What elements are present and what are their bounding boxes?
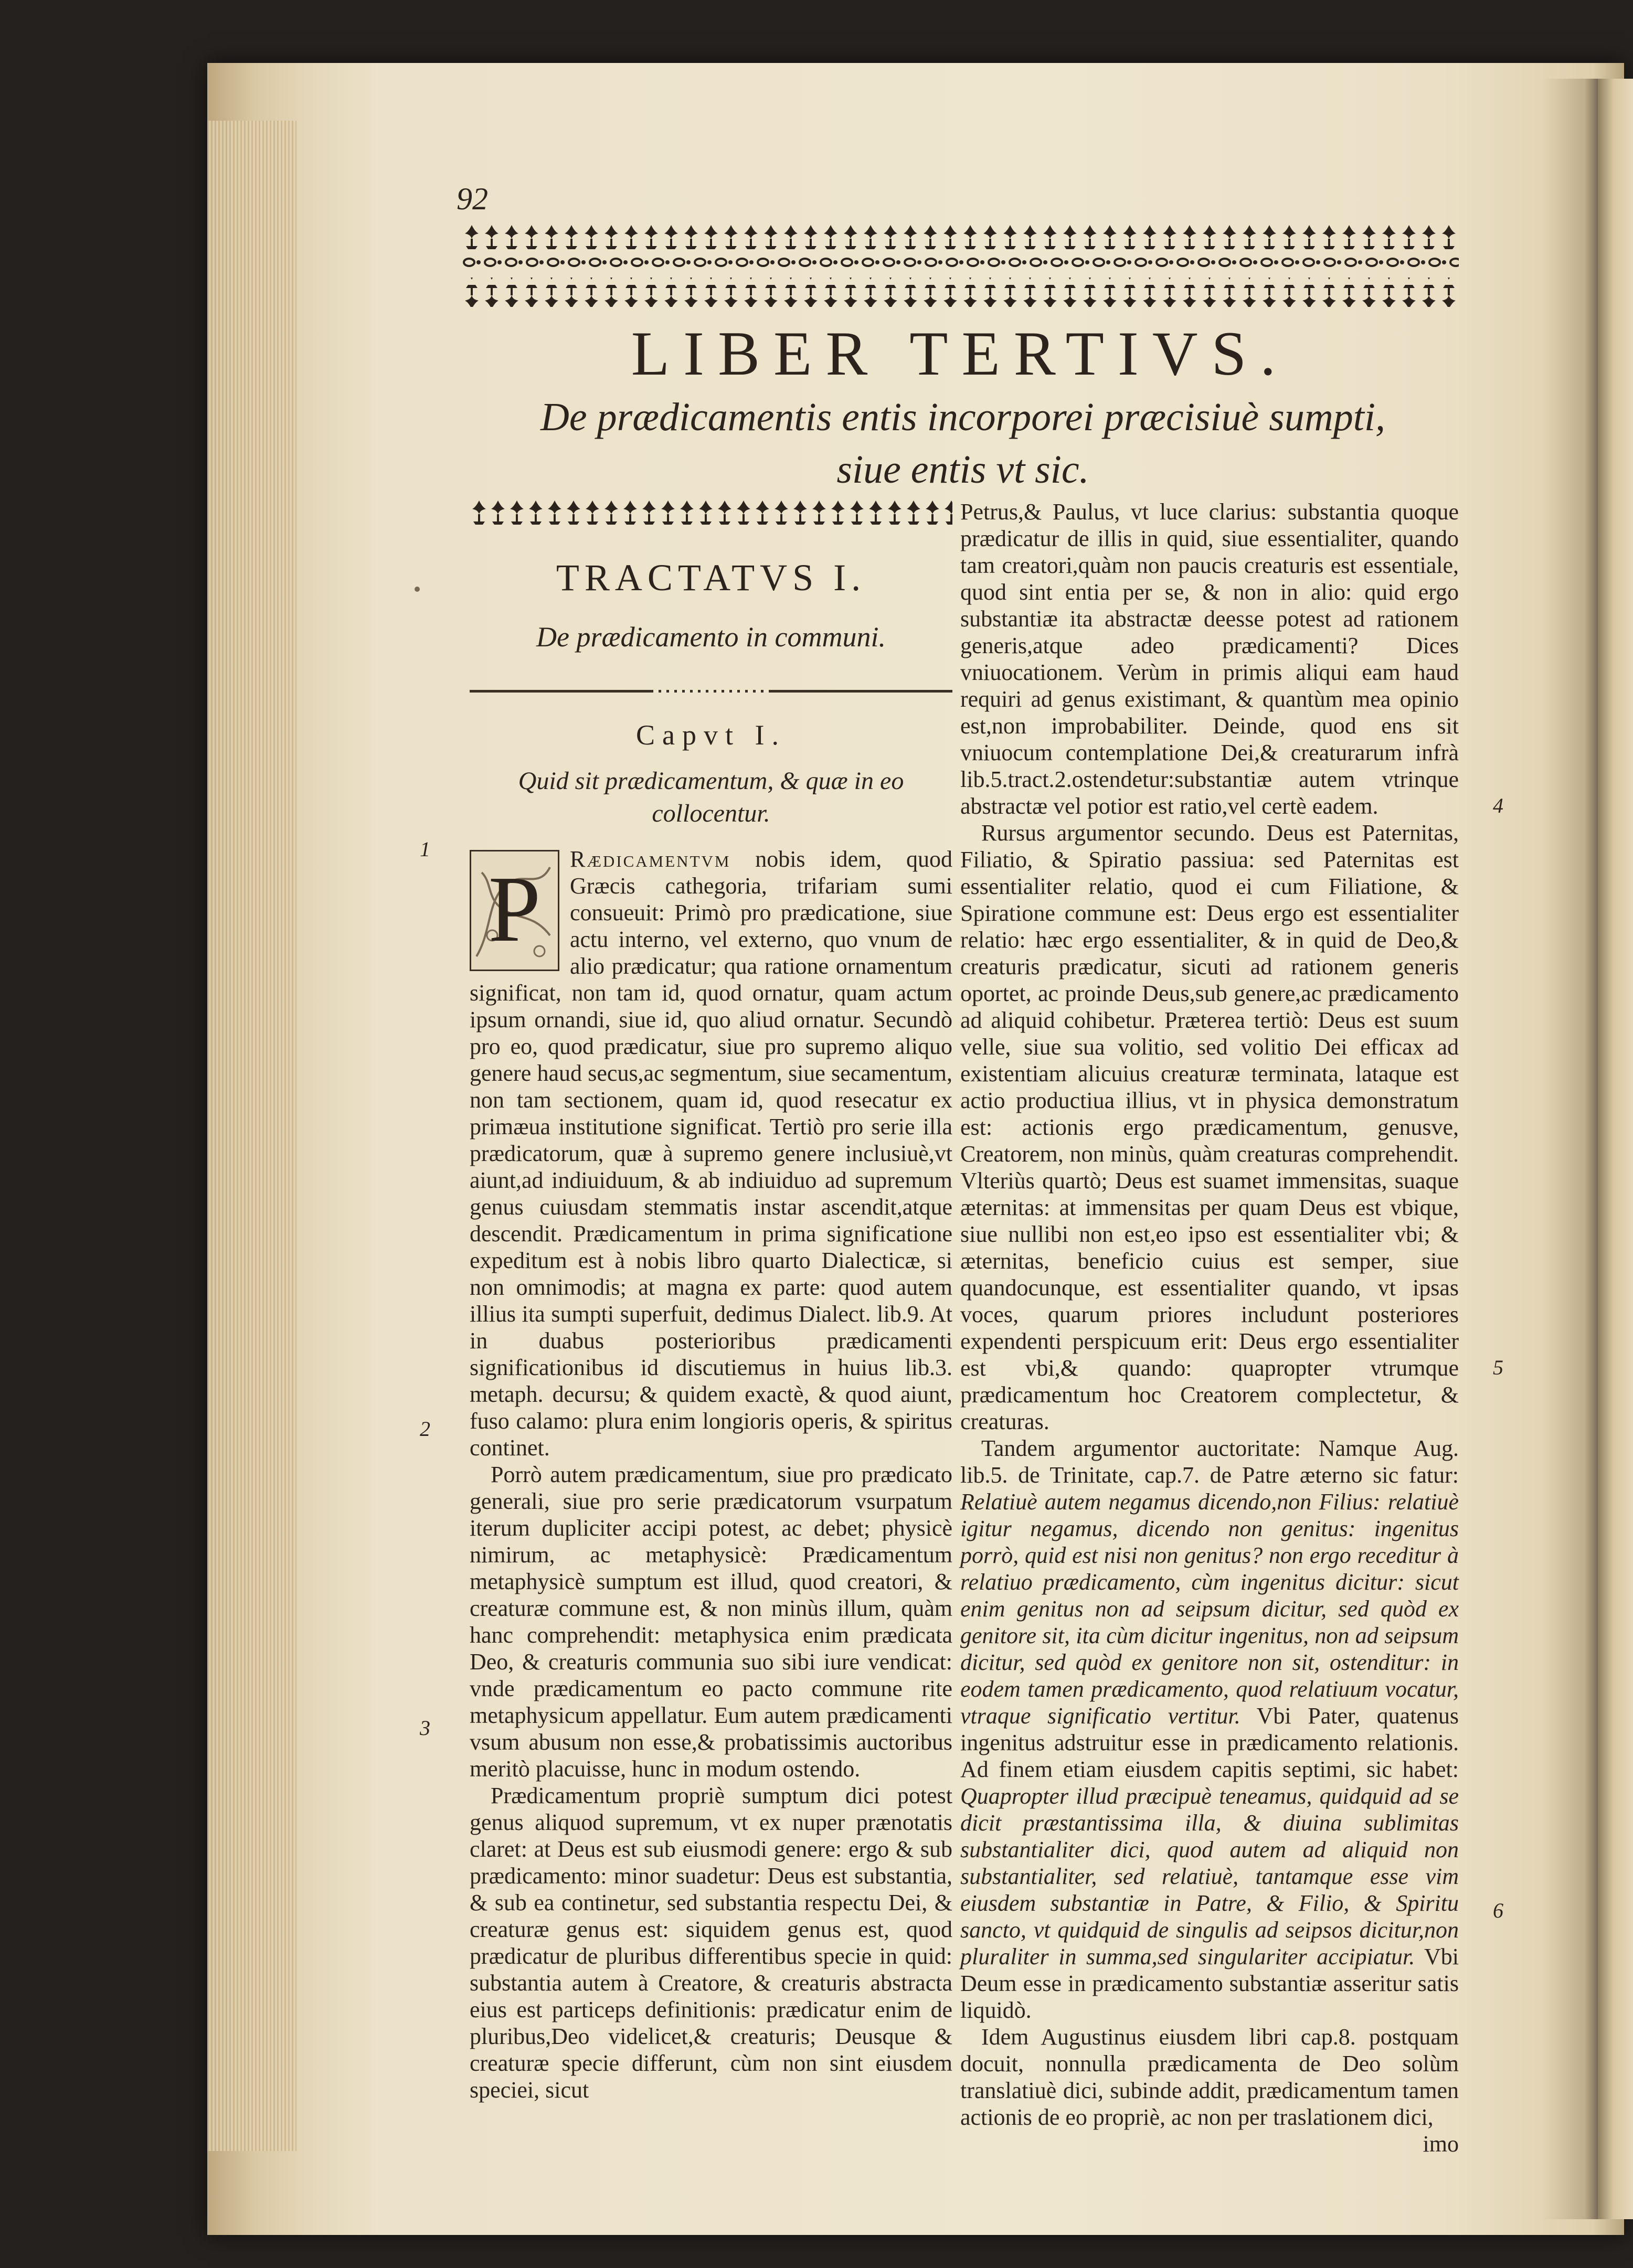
initial-letter: P [488, 857, 541, 961]
margin-number-2: 2 [420, 1417, 430, 1441]
tractatus-subtitle: De prædicamento in communi. [536, 621, 886, 653]
page-edges [207, 121, 296, 2151]
paragraph-3: Prædicamentum propriè sumptum dici potest genus aliquod supremum, vt ex nuper prænotatis claret: at Deus est sub eiusmodi genere: ergo & sub prædicamento: minor suadetur: Deus est substantia, & sub ea continetur, sed substantia respectu Dei, & creaturæ genus est: siquidem genus est, quod prædicatur de pluribus differentibus specie in quid: substantia autem à Creatore, & creaturis abstracta eius est particeps definitionis: prædicatur enim de pluribus,Deo videlicet,& creaturis; Deusque & creaturæ specie differunt, cùm non sint eiusdem speciei, sicut [470, 1783, 952, 2103]
right-paragraph-2: Rursus argumentor secundo. Deus est Paternitas, Filiatio, & Spiratio passiua: sed Paternitas est essentialiter relatio, quod ei cum Filiatione, & Spiratione commune est: Deus ergo est essentialiter relatio: hæc ergo essentialiter, & in quid de Deo,& creaturis prædicatur, sicuti ad rationem generis oportet, ac proinde Deus,sub genere,ac prædicamento ad aliquid cohibetur. Præterea tertiò: Deus est suum velle, siue sua volitio, sed volitio Dei efficax ad existentiam alicuius creaturæ terminata, lataque est actio productiua illius, vt in physica demonstratum est: actionis ergo prædicamentum, genusve, Creatorem, non minùs, quàm creaturas comprehendit. Vlteriùs quartò; Deus est suamet immensitas, suaque æternitas: at immensitas per quam Deus est vbique, siue nullibi non est,eo ipso est essentialiter vbi; & æternitas, beneficio cuius est semper, siue quandocunque, est essentialiter quando, vt ipsas voces, quarum priores includunt posteriores expendenti perspicuum erit: Deus ergo essentialiter est vbi,& quando: quapropter vtrumque prædicamentum hoc Creatorem complectetur, & creaturas. [960, 820, 1459, 1434]
right-paragraph-4-text: Idem Augustinus eiusdem libri cap.8. postquam docuit, nonnulla prædicamenta de Deo solùm translatiuè dici, subinde addit, prædicamentum tamen actionis de eo propriè, ac non per traslationem dici, [960, 2024, 1459, 2130]
decorated-initial [470, 850, 559, 971]
right-paragraph-4 [960, 2024, 1459, 2157]
tractatus-ornament [470, 498, 952, 530]
augustine-quote-2: Quapropter illud præcipuè teneamus, quidquid ad se dicit præstantissima illa, & diuina sublimitas substantialiter dici, quod autem ad aliquid non substantialiter, sed relatiuè, tantamque esse vim eiusdem substantiæ in Patre, & Filio, & Spiritu sancto, vt quidquid de singulis ad seipsos dicitur,non pluraliter in summa,sed singulariter accipiatur. [960, 1783, 1459, 1969]
header-ornament-band [462, 223, 1459, 312]
margin-number-3: 3 [420, 1716, 430, 1740]
paragraph-2: Porrò autem prædicamentum, siue pro prædicato generali, siue pro serie prædicatorum vsurpatum iterum dupliciter accipi potest, ac debet; physicè nimirum, ac metaphysicè: Prædicamentum metaphysicè sumptum est illud, quod creatori, & creaturæ commune est, & non minùs illum, quàm hanc comprehendit: metaphysica enim prædicata Deo, & creaturis communia suo sibi iure vendicat: vnde prædicamentum eo pacto commune rite metaphysicum appellatur. Eum autem prædicamenti vsum abusum non esse,& probatissimis auctoribus meritò placuisse, hunc in modum ostendo. [470, 1462, 952, 1782]
augustine-quote-1: Relatiuè autem negamus dicendo,non Filius: relatiuè igitur negamus, dicendo non genitus: ingenitus porrò, quid est nisi non genitus? non ergo receditur à relatiuo prædicamento, cùm ingenitus dicitur: sicut enim genitus non ad seipsum dicitur, sed quòd ex genitore sit, ita cùm dicitur ingenitus, non ad seipsum dicitur, sed quòd ex genitore non sit, ostenditur: in eodem tamen prædicamento, quod relatiuum vocatur, vtraque significatio vertitur. [960, 1489, 1459, 1729]
book-title: LIBER TERTIVS. [631, 318, 1290, 388]
book-subtitle-line2: siue entis vt sic. [836, 448, 1089, 492]
right-column [960, 498, 1459, 2157]
caput-subtitle: Quid sit prædicamentum, & quæ in eo collocentur. [518, 767, 904, 827]
right-paragraph-1: Petrus,& Paulus, vt luce clarius: substantia quoque prædicatur de illis in quid, siue essentialiter, quando tam creatori,quàm non paucis creaturis est essentiale, quod sint entia per se, & non in alio: quid ergo substantiæ ita abstractæ deesse potest ad rationem generis,atque adeo prædicamenti? Dices vniuocationem. Verùm in primis aliqui eam haud requiri ad genus existimant, & quantùm mea opinio est,non improbabiliter. Deinde, quod ens sit vniuocum contemplatione Dei,& creaturarum infrà lib.5.tract.2.ostendetur:substantiæ autem vtrinque abstractæ vel potior est ratio,vel certè eadem. [960, 499, 1459, 819]
facing-page-edge [1598, 79, 1633, 2219]
left-column [470, 498, 952, 2103]
paragraph-1 [470, 846, 952, 1461]
section-rule [470, 690, 952, 693]
tractatus-title: TRACTATVS I. [556, 557, 866, 599]
book-subtitle [504, 391, 1422, 496]
gutter-shadow [1543, 79, 1598, 2219]
caput-title: Capvt I. [636, 719, 786, 751]
margin-number-5: 5 [1493, 1356, 1503, 1379]
book-subtitle-line1: De prædicamentis entis incorporei præcisiuè sumpti, [540, 395, 1385, 439]
paragraph-1-lead: Rædicamentvm [570, 846, 731, 872]
right-paragraph-3-end: Vbi Deum esse in prædicamento substantiæ asseritur satis liquidò. [960, 1944, 1459, 2023]
margin-number-1: 1 [420, 837, 430, 861]
paragraph-1-text: nobis idem, quod Græcis cathegoria, trifariam sumi consueuit: Primò pro prædicatione, siue actu interno, vel externo, quo vnum de alio prædicatur; qua ratione ornamentum significat, non tam id, quod ornatur, quam actum ipsum ornandi, siue id, quo aliud ornatur. Secundò pro eo, quod prædicatur, siue pro supremo aliquo genere haud secus,ac segmentum, siue secamentum, non tam sectionem, quam id, quod resecatur ex primæua institutione significat. Tertiò pro serie illa prædicatorum, quæ à supremo genere inclusiuè,vt aiunt,ad indiuiduum, & ab indiuiduo ad supremum genus cuiusdam stemmatis instar ascendit,atque descendit. Prædicamentum in prima significatione expeditum est à nobis libro quarto Dialecticæ, si non omnimodis; at magna ex parte: quod autem illius ita sumpti superfuit, dedimus Dialect. lib.9. At in duabus posterioribus prædicamenti significationibus id discutiemus in huius lib.3. metaph. decursu; & quidem exactè, & quod aiunt, fuso calamo: plura enim longioris operis, & spiritus continet. [470, 846, 952, 1461]
catchword: imo [1423, 2131, 1459, 2157]
margin-dot [415, 587, 420, 592]
right-paragraph-3 [960, 1435, 1459, 2024]
right-paragraph-3-mid: Vbi Pater, quatenus ingenitus adstruitur esse in prædicamento relationis. Ad finem etiam eiusdem capitis septimi, sic habet: [960, 1703, 1459, 1782]
page-number: 92 [457, 182, 488, 216]
margin-number-6: 6 [1493, 1899, 1503, 1922]
margin-number-4: 4 [1493, 794, 1503, 817]
right-paragraph-3-intro: Tandem argumentor auctoritate: Namque Aug. lib.5. de Trinitate, cap.7. de Patre æterno sic fatur: [960, 1435, 1459, 1488]
